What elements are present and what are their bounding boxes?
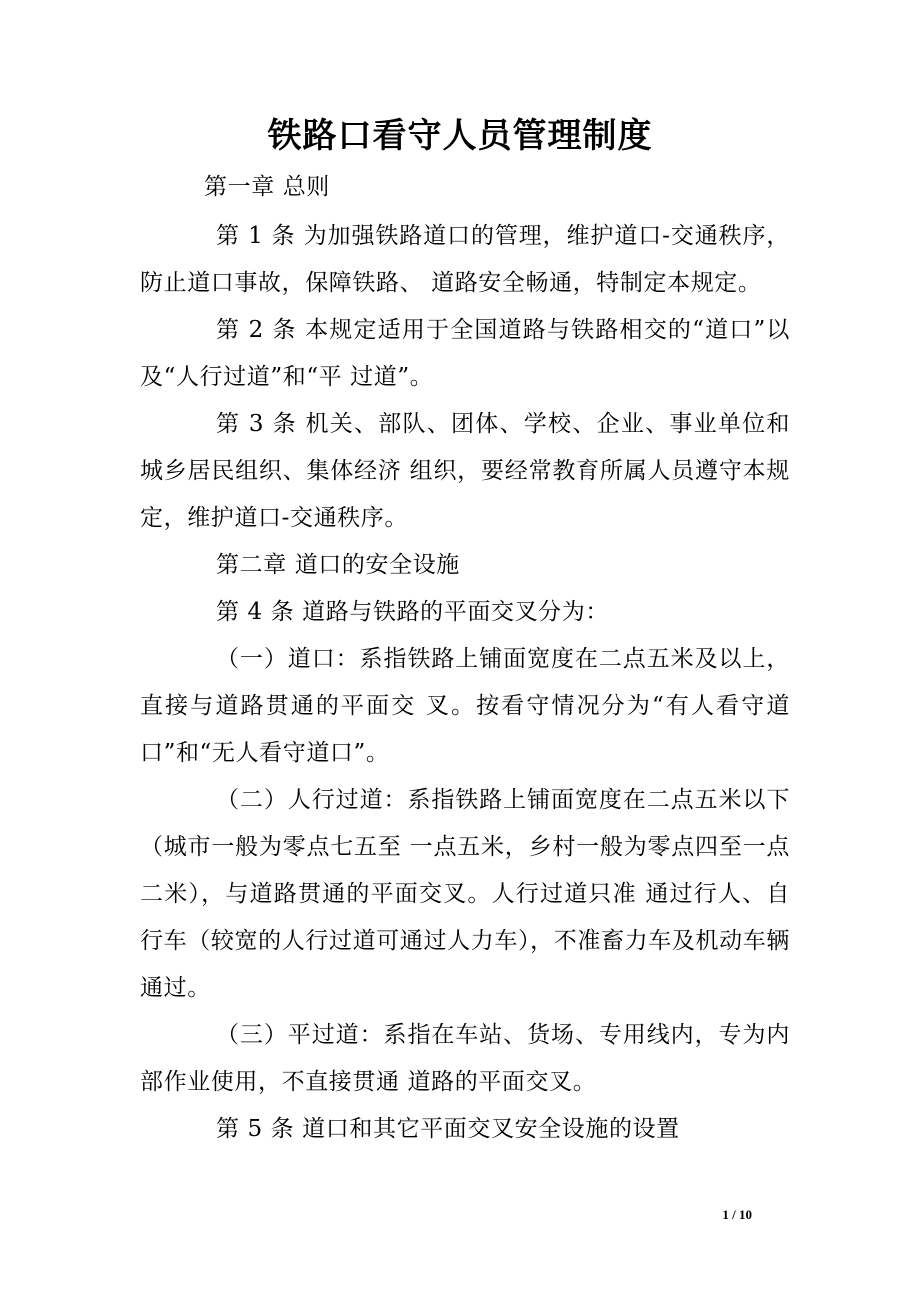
article-4-item-2: （二）人行过道：系指铁路上铺面宽度在二点五米以下（城市一般为零点七五至 一点五米，乡村一般为零点四至一点二米），与道路贯通的平面交叉。人行过道只准 通过行人、自行车（较宽的人行过道可通过人力车），不准畜力车及机动车辆通过。 [140, 787, 790, 1001]
article-4-item-3: （三）平过道：系指在车站、货场、专用线内，专为内部作业使用，不直接贯通 道路的平面交叉。 [140, 1022, 790, 1095]
article-2: 第 2 条 本规定适用于全国道路与铁路相交的“道口”以及“人行过道”和“平 过道”。 [140, 317, 790, 390]
document-title: 铁路口看守人员管理制度 [267, 116, 653, 156]
page-number: 1 / 10 [722, 1207, 752, 1222]
article-4-item-1: （一）道口：系指铁路上铺面宽度在二点五米及以上，直接与道路贯通的平面交 叉。按看守情况分为“有人看守道口”和“无人看守道口”。 [140, 646, 790, 766]
document-body [140, 164, 790, 1153]
article-1: 第 1 条 为加强铁路道口的管理，维护道口-交通秩序，防止道口事故，保障铁路、 道路安全畅通，特制定本规定。 [140, 223, 790, 296]
article-3: 第 3 条 机关、部队、团体、学校、企业、事业单位和城乡居民组织、集体经济 组织，要经常教育所属人员遵守本规定，维护道口-交通秩序。 [140, 411, 790, 531]
article-5: 第 5 条 道口和其它平面交叉安全设施的设置 [216, 1116, 680, 1142]
chapter-heading-2: 第二章 道口的安全设施 [216, 552, 460, 578]
chapter-heading-1: 第一章 总则 [204, 174, 330, 200]
article-4: 第 4 条 道路与铁路的平面交叉分为： [216, 599, 609, 625]
